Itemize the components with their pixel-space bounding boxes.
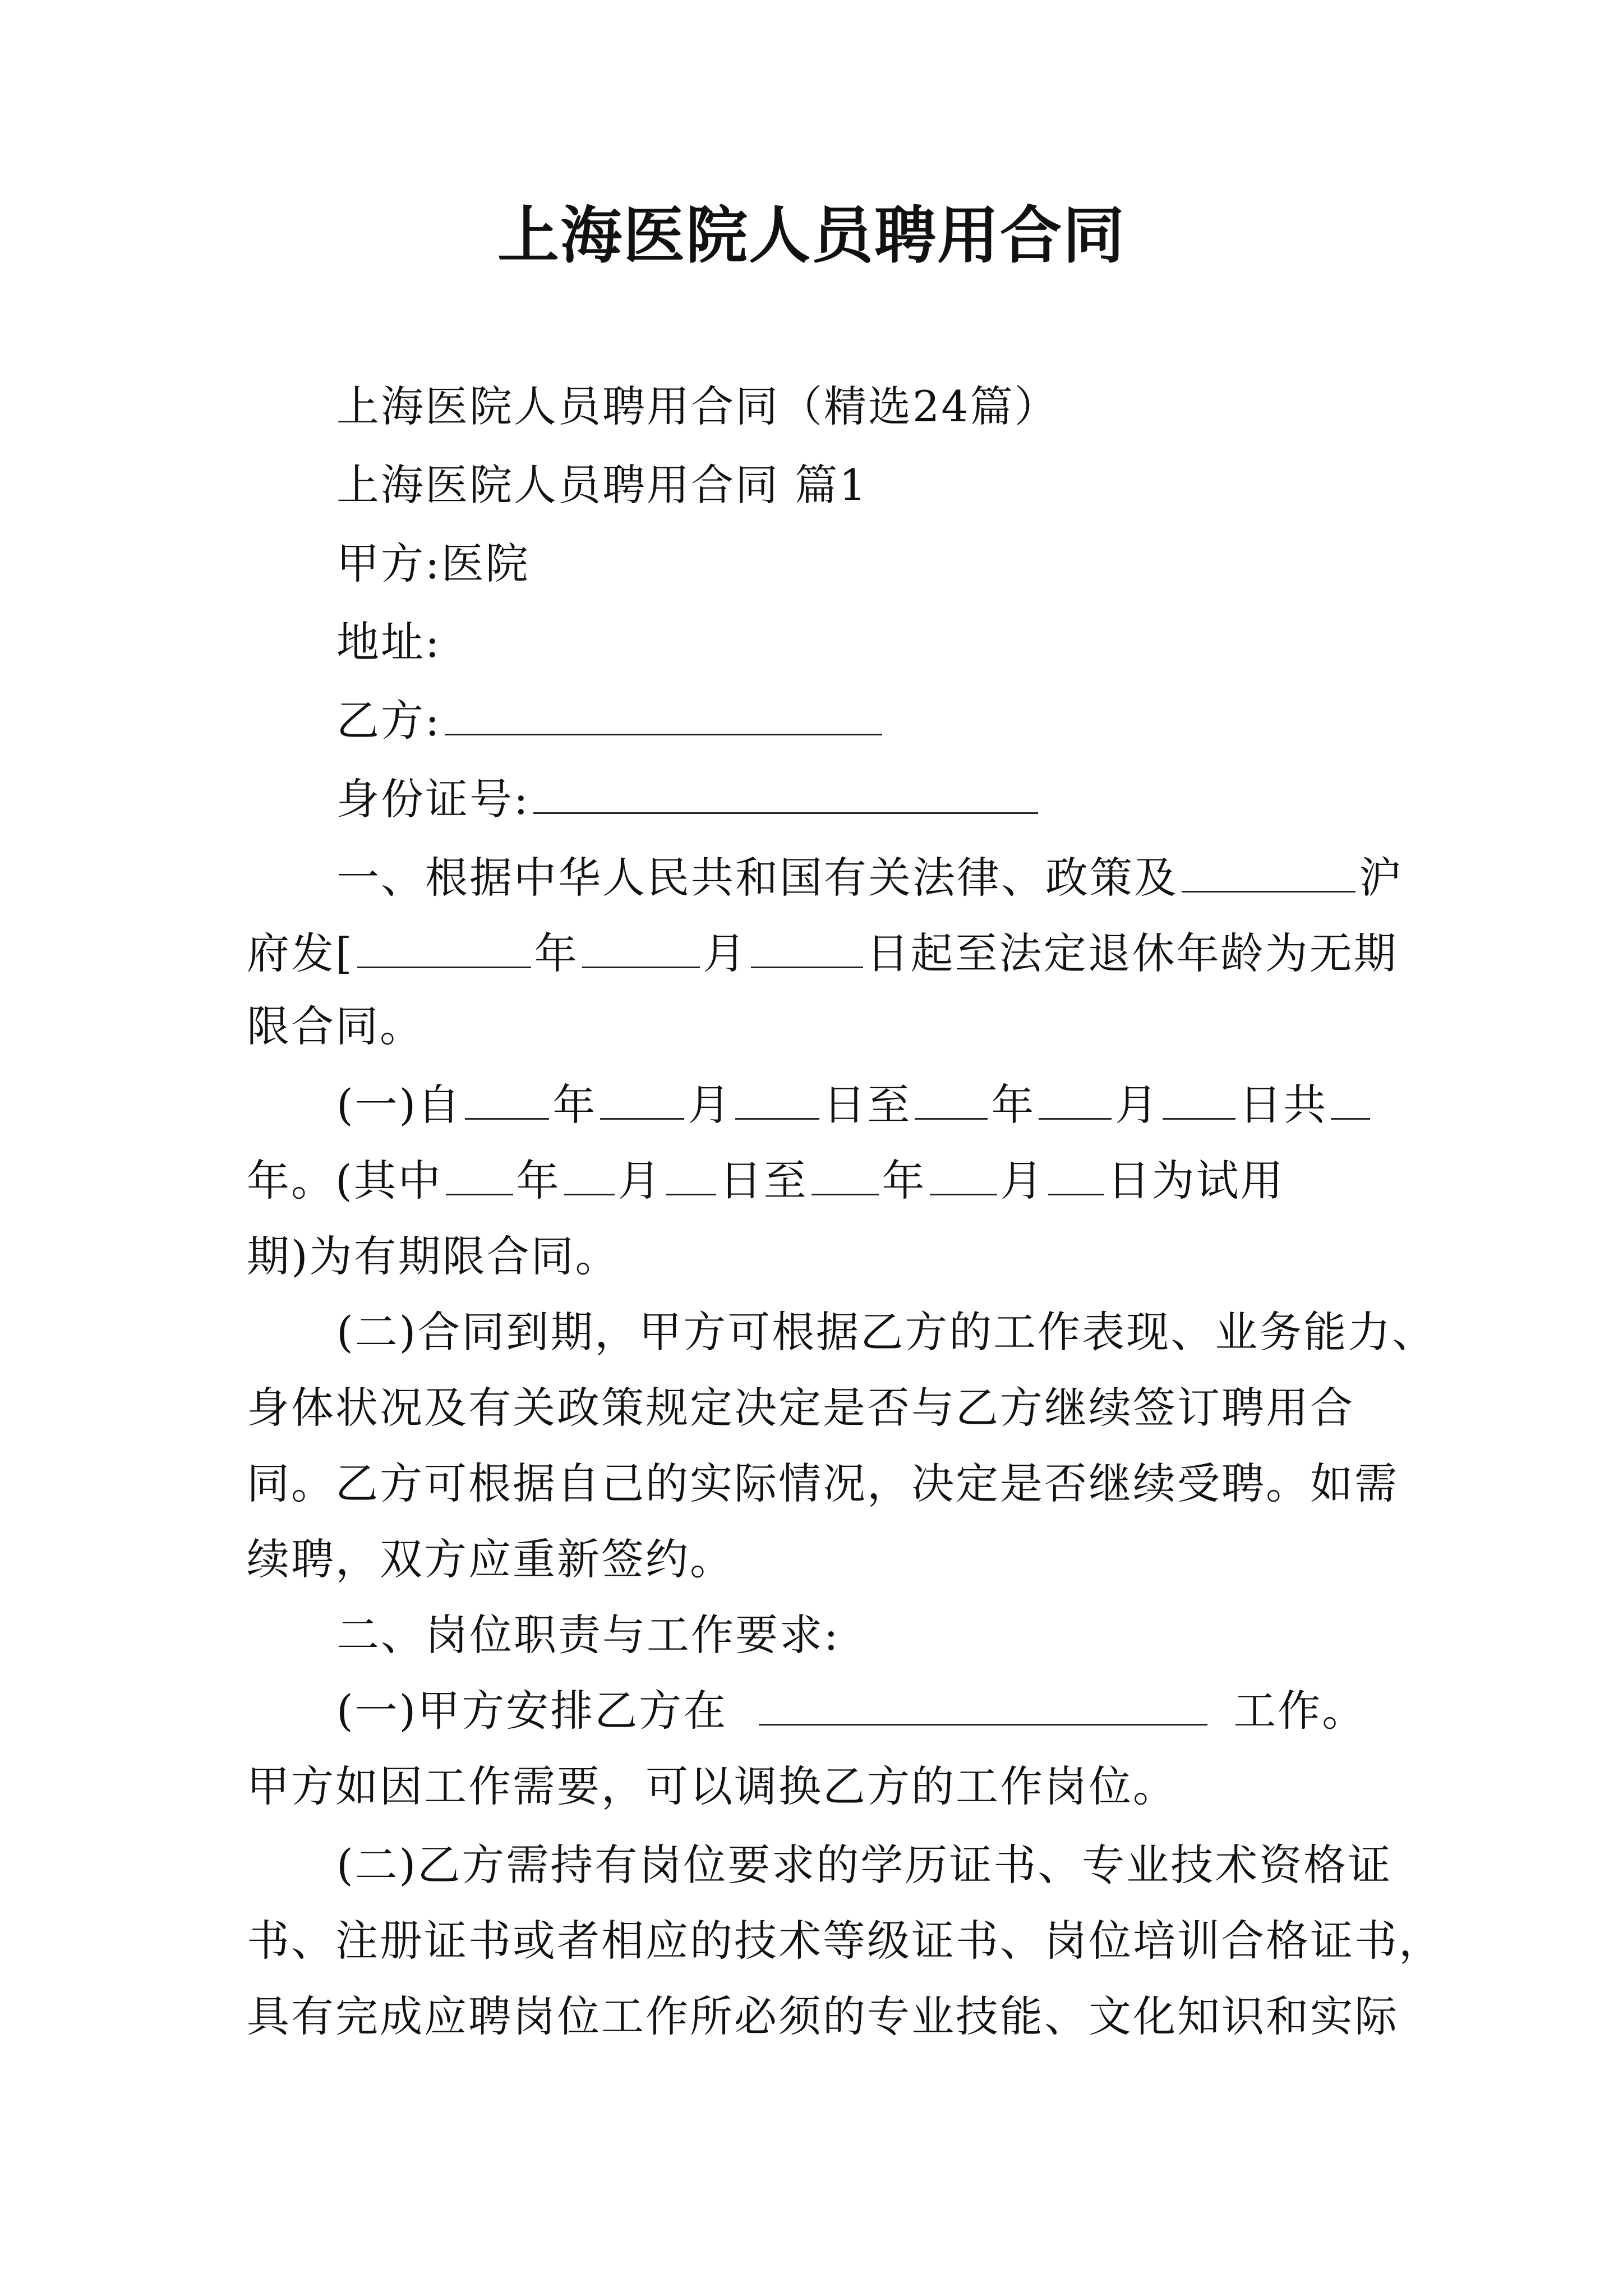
p2-text-b: 年	[552, 1080, 597, 1130]
s2-text-a: (一)甲方安排乙方在	[336, 1686, 728, 1736]
p2-text-i: 年	[516, 1156, 561, 1205]
p2-text-e: 年	[991, 1080, 1036, 1130]
p1-text-b: 沪	[1359, 853, 1403, 903]
p1-blank-4[interactable]	[751, 927, 863, 968]
p1-blank-2[interactable]	[357, 927, 531, 968]
s2-p2-line-3: 具有完成应聘岗位工作所必须的专业技能、文化知识和实际	[247, 1991, 1399, 2041]
p3-line-3: 同。乙方可根据自己的实际情况，决定是否继续受聘。如需	[247, 1458, 1399, 1508]
p2-blank-3[interactable]	[735, 1079, 819, 1120]
p3-line-4: 续聘，双方应重新签约。	[247, 1534, 734, 1584]
p2-text-k: 日至	[719, 1156, 808, 1205]
p2-text-l: 年	[882, 1156, 926, 1205]
p1-line-3: 限合同。	[247, 1001, 424, 1051]
p2-text-c: 月	[688, 1080, 732, 1130]
party-a-line: 甲方:医院	[336, 539, 530, 588]
p1-line-1	[336, 850, 1403, 906]
p2-blank-1[interactable]	[465, 1079, 549, 1120]
p2-line-1	[336, 1077, 1373, 1133]
address-line: 地址:	[336, 617, 441, 667]
p2-line-3: 期)为有期限合同。	[247, 1231, 620, 1281]
p2-line-2	[247, 1153, 1285, 1209]
p2-text-m: 月	[1000, 1156, 1045, 1205]
p2-blank-6[interactable]	[1163, 1079, 1235, 1120]
id-number-blank[interactable]	[533, 773, 1038, 814]
p2-text-n: 日为试用	[1107, 1156, 1285, 1205]
p3-line-2: 身体状况及有关政策规定决定是否与乙方继续签订聘用合	[247, 1383, 1354, 1433]
document-title: 上海医院人员聘用合同	[497, 199, 1126, 272]
p2-text-h: 年。(其中	[247, 1156, 442, 1205]
p2-blank-7[interactable]	[1331, 1079, 1370, 1120]
p2-blank-5[interactable]	[1039, 1079, 1112, 1120]
s2-p1-line-1	[336, 1683, 1366, 1739]
p2-text-d: 日至	[823, 1080, 912, 1130]
p1-line-2	[247, 926, 1398, 982]
position-blank[interactable]	[759, 1685, 1207, 1726]
s2-text-b: 工作。	[1233, 1686, 1367, 1736]
s2-p2-line-2: 书、注册证书或者相应的技术等级证书、岗位培训合格证书，	[247, 1916, 1443, 1966]
p2-text-g: 日共	[1239, 1080, 1328, 1130]
p1-text-f: 日起至法定退休年龄为无期	[866, 928, 1398, 978]
p2-blank-9[interactable]	[564, 1154, 615, 1195]
p1-text-c: 府发[	[247, 928, 354, 978]
party-b-blank[interactable]	[445, 694, 882, 735]
p2-blank-4[interactable]	[915, 1079, 988, 1120]
id-number-line	[336, 771, 1041, 827]
p2-blank-10[interactable]	[666, 1154, 716, 1195]
party-b-line	[336, 693, 886, 749]
p2-text-f: 月	[1115, 1080, 1160, 1130]
s2-p1-line-2: 甲方如因工作需要，可以调换乙方的工作岗位。	[247, 1761, 1177, 1811]
p1-text-e: 月	[703, 928, 748, 978]
p1-blank-3[interactable]	[582, 927, 700, 968]
p1-text-a: 一、根据中华人民共和国有关法律、政策及	[336, 853, 1178, 903]
p2-blank-12[interactable]	[930, 1154, 997, 1195]
article-heading: 上海医院人员聘用合同 篇1	[336, 460, 868, 510]
p3-line-1: (二)合同到期，甲方可根据乙方的工作表现、业务能力、	[336, 1307, 1437, 1357]
p2-text-j: 月	[617, 1156, 662, 1205]
p2-blank-11[interactable]	[811, 1154, 879, 1195]
p2-blank-13[interactable]	[1048, 1154, 1104, 1195]
party-b-label: 乙方:	[336, 696, 441, 746]
s2-p2-line-1: (二)乙方需持有岗位要求的学历证书、专业技术资格证	[336, 1840, 1393, 1890]
id-number-label: 身份证号:	[336, 774, 530, 824]
p1-blank-1[interactable]	[1182, 852, 1355, 892]
p1-text-d: 年	[534, 928, 579, 978]
section-2-heading: 二、岗位职责与工作要求:	[336, 1610, 840, 1660]
p2-blank-2[interactable]	[600, 1079, 684, 1120]
subtitle-line: 上海医院人员聘用合同（精选24篇）	[336, 381, 1059, 431]
p2-blank-8[interactable]	[446, 1154, 513, 1195]
p2-text-a: (一)自	[336, 1080, 462, 1130]
